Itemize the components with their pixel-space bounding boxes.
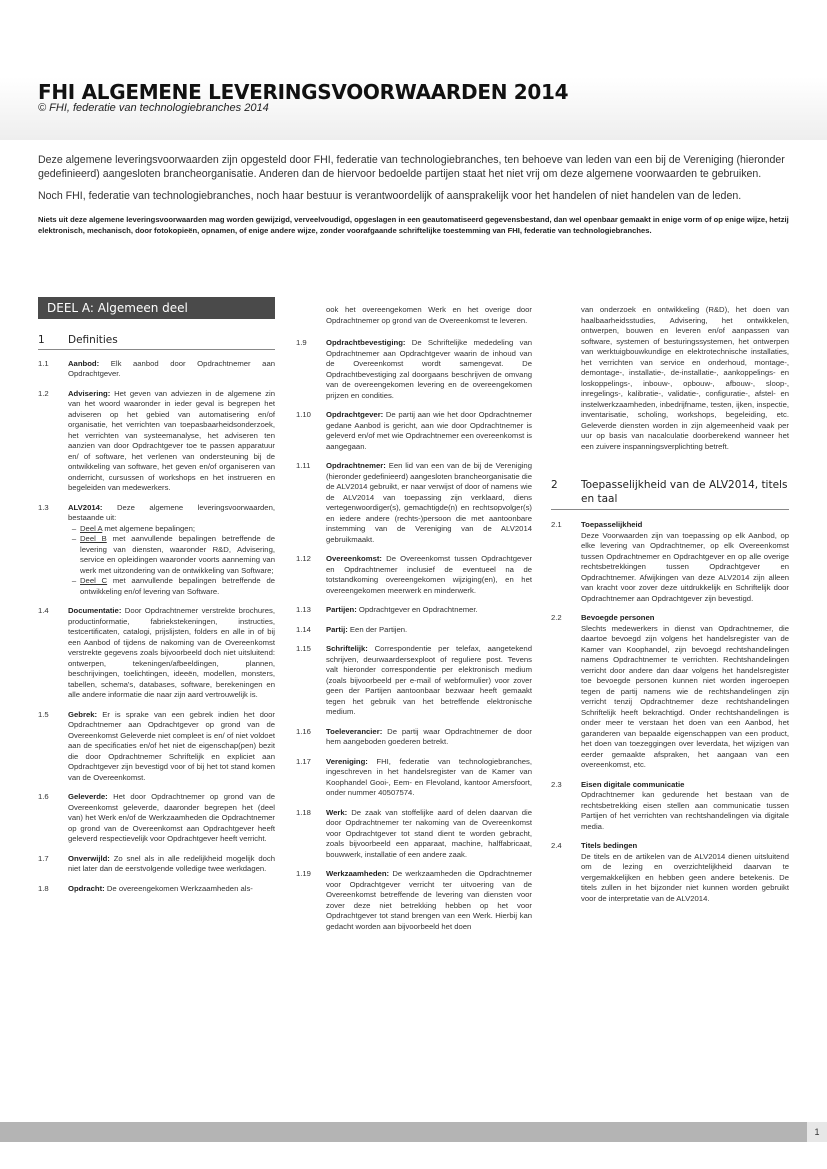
article-term: Partij: [326, 624, 348, 634]
part-text: met aanvullende bepalingen betreffende de ontwikkeling en/of levering van Software. [80, 576, 276, 596]
article-text: Correspondentie per telefax, aangetekend schrijven, deurwaardersexploot of reguliere post. Tevens valt hieronder correspondentie per elektronisch medium (zoals bijvoorbeeld per e-mail of webformulier) voor zover geen der Partijen aantoonbaar bezwaar heeft gemaakt tegen het gebruik van het betreffende elektronische medium. [326, 644, 532, 716]
article-body [581, 520, 789, 604]
article-text: Deze algemene leveringsvoorwaarden, bestaande uit: [68, 502, 275, 522]
article-text: Er is sprake van een gebrek indien het door Opdrachtnemer aan Opdrachtgever op grond van de Overeenkomst Geleverde niet compleet is en/ of niet voldoet aan de specificaties en/of het niet de eigenschap(pen) bezit die door Opdrachtnemer Schriftelijk en expliciet aan Opdrachtgever zijn bevestigd voor of bij het tot stand komen van de Overeenkomst. [68, 709, 275, 782]
section-1-heading [38, 335, 275, 350]
article-term: Titels bedingen [581, 841, 638, 850]
article-number: 1.19 [296, 869, 311, 878]
article-term: Vereniging: [326, 756, 368, 766]
article-number-spacer [296, 305, 326, 326]
article-number: 1.14 [296, 624, 311, 634]
list-item: – Deel B met aanvullende bepalingen betreffende de levering van diensten, waaronder R&D, Advisering, service en opleidingen waaronder voorts aanneming van werk met uitzondering van de ontwikkeling van Software; [71, 534, 275, 575]
article-1-2 [38, 389, 275, 494]
article-text: Deze Voorwaarden zijn van toepassing op elk Aanbod, op elke levering van Opdrachtnemer, op elk Overeenkomst tussen Opdrachtnemer en Opdrachtgever en op alle overige rechtsbetrekkingen tussen Opdrachtgever en Opdrachtnemer. Afwijkingen van deze ALV2014 zijn alleen van kracht voor zover deze uitdrukkelijk en Schriftelijk door Opdrachtnemer aan Opdrachtgever zijn bevestigd. [581, 530, 789, 603]
article-2-4 [551, 841, 789, 904]
section-title: Toepasselijkheid van de ALV2014, titels en taal [581, 479, 788, 505]
article-term: Werkzaamheden: [326, 869, 390, 878]
article-body [581, 841, 789, 904]
article-number: 1.7 [38, 853, 49, 863]
part-text: met aanvullende bepalingen betreffende de levering van diensten, waaronder R&D, Advisering, service en opleidingen waaronder voorts aanneming van werk met uitzondering van de ontwikkeling van Software; [80, 534, 275, 575]
article-number: 2.2 [551, 613, 562, 622]
header-band [0, 0, 827, 140]
article-text: De partij aan wie het door Opdrachtnemer gedane Aanbod is gericht, aan wie door Opdrachtnemer is geleverd en/of met wie Opdrachtnemer een overeenkomst is aangegaan. [326, 410, 532, 451]
article-term: Advisering: [68, 388, 111, 398]
article-1-10 [296, 410, 532, 452]
article-body [326, 808, 532, 861]
article-number: 1.11 [296, 461, 311, 470]
article-1-11 [296, 461, 532, 545]
footer-bar [0, 1122, 827, 1142]
article-text: Een der Partijen. [347, 624, 408, 634]
article-text: Het door Opdrachtnemer op grond van de Overeenkomst geleverde, daaronder begrepen het (deel van) het Werk en/of de Werkzaamheden die Opdrachtnemer op grond van de Overeenkomst aan Opdrachtgever heeft geleverd respectievelijk voor Opdrachtgever heeft verricht. [68, 792, 275, 843]
article-1-19-continued [551, 305, 789, 452]
article-body [68, 359, 275, 380]
article-number: 1.16 [296, 726, 311, 736]
article-number: 1.9 [296, 338, 307, 347]
article-text: De Overeenkomst tussen Opdrachtgever en Opdrachtnemer inclusief de eventueel na de totstandkoming overeengekomen wijziging(en), en het overeengekomen meerwerk en minderwerk. [326, 554, 532, 595]
article-body: van onderzoek en ontwikkeling (R&D), het doen van haalbaarheidsstudies, Advisering, het ontwikkelen, ontwerpen, bouwen en leveren en/of aanpassen van software, systemen of besturingssystemen, het ontwerpen van werktuigbouwkundige en elektrotechnische installaties, het verrichten van service en onderhoud, montage-, demontage-, installatie-, de-installatie-, aankoppelings- en loskoppelings-, inbouw-, opbouw-, afbouw-, sloop-, inregelings-, kalibratie-, validatie-, configuratie-, afstel- en instelwerkzaamheden, inbedrijfname, testen, ijken, inspectie, inventarisatie, scholing, workshops, begeleiding, etc. Geleverde diensten worden in zijn algemeenheid vaak per uur op basis van nacalculatie doorberekend wanneer het een zuivere inspanningsverplichting betreft. [581, 305, 789, 451]
article-number: 1.15 [296, 644, 311, 653]
article-number: 1.8 [38, 883, 49, 893]
article-body [68, 389, 275, 494]
article-term: Bevoegde personen [581, 613, 655, 622]
article-number: 1.10 [296, 410, 311, 419]
article-text: De werkzaamheden die Opdrachtnemer voor Opdrachtgever verricht ter uitvoering van de Overeenkomst betreffende de levering van diensten voor zover deze niet betrekking hebben op het voor Opdrachtgever tot stand brengen van een Werk. Hierbij kan gedacht worden aan bijvoorbeeld het doen [326, 869, 532, 931]
article-text: De titels en de artikelen van de ALV2014 dienen uitsluitend om de lezing en overzichtelijkheid daarvan te vergemakkelijken en hebben geen andere betekenis. De titels zullen in het bijzonder niet kunnen worden gebruikt voor de interpretatie van de ALV2014. [581, 851, 789, 903]
article-term: Overeenkomst: [326, 554, 382, 563]
article-1-5 [38, 710, 275, 784]
column-right [551, 305, 789, 913]
column-left [38, 295, 275, 903]
document-subtitle: © FHI, federatie van technologiebranches 2014 [38, 102, 269, 114]
article-text: Zo snel als in alle redelijkheid mogelijk doch niet later dan de eerstvolgende volledige twee werkdagen. [68, 853, 275, 873]
article-body [68, 503, 275, 598]
article-1-3 [38, 503, 275, 598]
article-number: 1.3 [38, 502, 49, 512]
article-body [326, 605, 532, 616]
article-number: 1.1 [38, 358, 49, 368]
list-item: – Deel A met algemene bepalingen; [71, 523, 195, 533]
article-number: 1.18 [296, 807, 311, 817]
article-term: Opdracht: [68, 883, 105, 893]
article-text: De partij waar Opdrachtnemer de door hem aangeboden goederen betrekt. [326, 726, 532, 746]
article-body [68, 606, 275, 701]
article-1-13 [296, 605, 532, 616]
article-number: 1.6 [38, 792, 49, 801]
part-a-heading: DEEL A: Algemeen deel [38, 297, 275, 319]
article-text: Opdrachtgever en Opdrachtnemer. [356, 605, 478, 614]
article-term: Eisen digitale communicatie [581, 779, 685, 789]
article-body [326, 554, 532, 596]
part-label: Deel A [80, 523, 103, 533]
article-term: Werk: [326, 807, 348, 817]
page-number: 1 [807, 1122, 827, 1142]
article-body [326, 644, 532, 718]
article-number: 1.13 [296, 605, 311, 614]
article-1-14 [296, 625, 532, 636]
article-text: Door Opdrachtnemer verstrekte brochures, productinformatie, fabriekstekeningen, instructies, testcertificaten, catalogi, prijslijsten, folders en alle in of bij een Aanbod of tijdens de nakoming van de Overeenkomst verstrekte gegevens zoals bijvoorbeeld doch niet uitsluitend: ontwerpen, tekeningen/afbeeldingen, plannen, beschrijvingen, toelichtingen, ideeën, modellen, monsters, tabellen, schema's, databases, software, berekeningen en alle andere informatie die naar zijn aard vertrouwelijk is. [68, 606, 275, 699]
article-1-1 [38, 359, 275, 380]
article-body [68, 792, 275, 845]
part-label: Deel C [80, 576, 108, 585]
article-term: Toepasselijkheid [581, 520, 643, 529]
article-number: 2.1 [551, 520, 562, 529]
article-term: Schriftelijk: [326, 644, 368, 653]
article-number: 1.2 [38, 388, 49, 398]
article-body [326, 869, 532, 932]
article-body [326, 461, 532, 545]
article-number: 1.12 [296, 554, 311, 563]
article-body [326, 727, 532, 748]
article-1-6 [38, 792, 275, 845]
article-body [326, 625, 532, 636]
article-1-19 [296, 869, 532, 932]
article-1-7 [38, 854, 275, 875]
article-2-3 [551, 780, 789, 833]
article-2-1 [551, 520, 789, 604]
article-number: 2.4 [551, 841, 562, 850]
article-text: FHI, federatie van technologiebranches, ingeschreven in het handelsregister van de Kamer van Koophandel Gooi-, Eem- en Flevoland, kantoor Amersfoort, onder nummer 40507574. [326, 756, 532, 797]
article-term: Onverwijld: [68, 853, 110, 863]
article-term: Gebrek: [68, 709, 98, 719]
article-number: 2.3 [551, 779, 562, 789]
article-text: Een lid van een van de bij de Vereniging (hieronder gedefinieerd) aangesloten brancheorganisatie die de ALV2014 gebruikt, er naar verwijst of door of namens wie de ALV2014 van toepassing zijn verklaard, diens vertegenwoordiger(s), gemachtigde(n) en rechtsopvolger(s) en iedere andere (rechts-)persoon die met aantoonbare instemming van de Vereniging van de ALV2014 gebruikmaakt. [326, 461, 532, 544]
article-term: Partijen: [326, 605, 357, 614]
article-body [581, 613, 789, 771]
article-number: 1.5 [38, 709, 49, 719]
article-1-4 [38, 606, 275, 701]
article-term: Documentatie: [68, 606, 122, 615]
article-body [68, 854, 275, 875]
article-1-12 [296, 554, 532, 596]
column-middle [296, 305, 532, 941]
copyright-notice: Niets uit deze algemene leveringsvoorwaarden mag worden gewijzigd, verveelvoudigd, opgeslagen in een geautomatiseerd gegevensbestand, dan wel openbaar gemaakt in enige vorm of op enige wijze, hetzij elektronisch, mechanisch, door fotokopieën, opnamen, of enige andere wijze, zonder voorafgaande schriftelijke toestemming van FHI, federatie van technologiebranches. [38, 215, 789, 235]
article-1-8-continued [296, 305, 532, 326]
article-text: De overeengekomen Werkzaamheden als- [104, 883, 253, 893]
article-term: Opdrachtbevestiging: [326, 338, 406, 347]
article-number: 1.17 [296, 756, 311, 766]
article-number: 1.4 [38, 606, 49, 615]
article-text: Het geven van adviezen in de algemene zin van het woord waaronder in ieder geval is begrepen het adviseren op het gebied van automatisering en/of organisatie, het verrichten van toepasbaarheidsonderzoek, het verrichten van systeemanalyse, het adviseren ten aanzien van door Opdrachtgever toe te passen apparatuur en/ of software, het verlenen van ondersteuning bij de ontwikkeling van software, het geven en/of organiseren van onderricht, cursussen of workshops en het instrueren en begeleiden van medewerkers. [68, 388, 275, 492]
article-text: Elk aanbod door Opdrachtnemer aan Opdrachtgever. [68, 358, 275, 378]
article-body: ook het overeengekomen Werk en het overige door Opdrachtnemer op grond van de Overeenkomst te leveren. [326, 305, 532, 325]
article-term: Toeleverancier: [326, 726, 383, 736]
article-term: Aanbod: [68, 358, 100, 368]
article-term: Geleverde: [68, 792, 108, 801]
section-number: 2 [551, 479, 558, 491]
article-1-8 [38, 884, 275, 895]
section-title: Definities [68, 334, 118, 346]
section-2-heading [551, 478, 789, 510]
article-1-9 [296, 338, 532, 401]
article-term: Opdrachtnemer: [326, 461, 386, 470]
section-number: 1 [38, 334, 45, 346]
article-body [326, 757, 532, 799]
article-text: Opdrachtnemer kan gedurende het bestaan van de rechtsbetrekking eisen stellen aan communicatie tussen Partijen of het verrichten van rechtshandelingen via digitale media. [581, 790, 789, 831]
article-term: ALV2014: [68, 502, 103, 512]
part-label: Deel B [80, 534, 107, 543]
article-2-2 [551, 613, 789, 771]
part-text: met algemene bepalingen; [102, 523, 195, 533]
parts-list [68, 524, 275, 598]
article-1-17 [296, 757, 532, 799]
article-1-18 [296, 808, 532, 861]
article-body [581, 780, 789, 833]
article-body [326, 410, 532, 452]
intro-paragraph: Deze algemene leveringsvoorwaarden zijn opgesteld door FHI, federatie van technologiebranches, ten behoeve van leden van een bij de Vereniging (hieronder gedefinieerd) aangesloten brancheorganisatie. Anderen dan de hiervoor bedoelde partijen staat het niet vrij om deze algemene voorwaarden te gebruiken. [38, 154, 785, 180]
article-text: De Schriftelijke mededeling van Opdrachtnemer aan Opdrachtgever waarin de inhoud van de Overeenkomst wordt samengevat. De Opdrachtbevestiging zal doorgaans beschrijven de omvang van de overeengekomen levering en de overeengekomen prijzen en condities. [326, 338, 532, 400]
article-number-spacer [551, 305, 581, 452]
article-text: De zaak van stoffelijke aard of delen daarvan die door Opdrachtnemer ter nakoming van de Overeenkomst voor Opdrachtgever tot stand dient te worden gebracht, zoals bijvoorbeeld een apparaat, machine, halffabricaat, bouwwerk, installatie of een andere zaak. [326, 807, 532, 859]
article-1-15 [296, 644, 532, 718]
article-text: Slechts medewerkers in dienst van Opdrachtnemer, die daartoe bevoegd zijn volgens het handelsregister van de Kamer van Koophandel, zijn bevoegd rechtshandelingen namens Opdrachtnemer te verrichten. Rechtshandelingen verricht door andere dan daar volgens het handelsregister toe bevoegde personen kunnen niet worden ingeroepen tegen de partij namens wie de rechtshandelingen zijn verricht tenzij Opdrachtnemer deze rechtshandelingen Schriftelijk heeft bekrachtigd. Onder rechtshandelingen is onder meer te verstaan het doen van een Aanbod, het garanderen van bepaalde eigenschappen van een product, het doen van toezeggingen over leverdata, het wijzigen van eerder gemaakte afspraken, het aangaan van een overeenkomst, etc. [581, 623, 789, 769]
article-body [68, 710, 275, 784]
article-body [68, 884, 275, 895]
article-1-16 [296, 727, 532, 748]
intro-paragraph-2: Noch FHI, federatie van technologiebranches, noch haar bestuur is verantwoordelijk of aansprakelijk voor het handelen of niet handelen van de leden. [38, 190, 742, 202]
document-title: FHI ALGEMENE LEVERINGSVOORWAARDEN 2014 [38, 80, 569, 104]
article-body [326, 338, 532, 401]
list-item: – Deel C met aanvullende bepalingen betreffende de ontwikkeling en/of levering van Software. [71, 576, 276, 596]
article-term: Opdrachtgever: [326, 410, 384, 419]
